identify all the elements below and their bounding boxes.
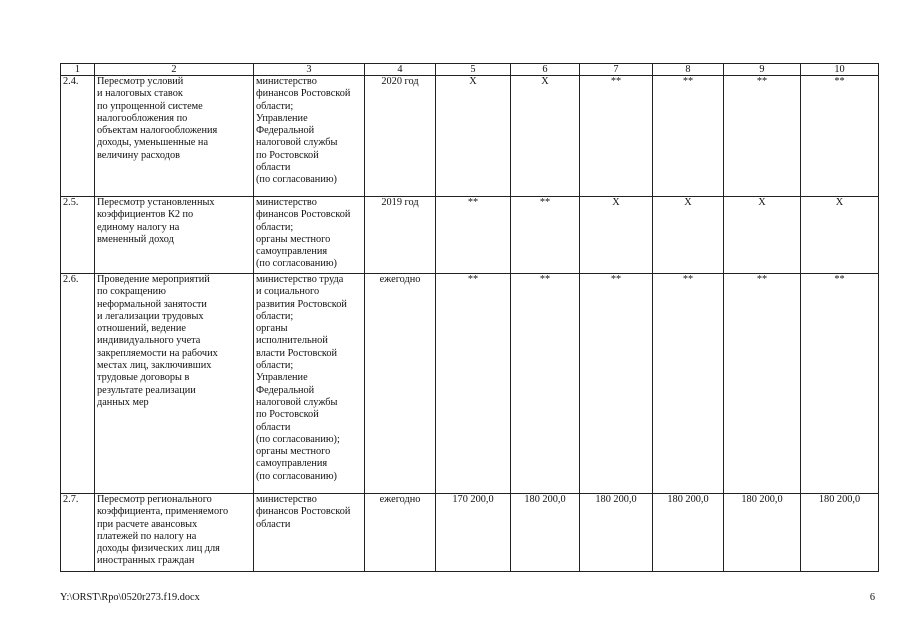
value-cell: 180 200,0 <box>580 494 653 572</box>
col-header: 6 <box>511 64 580 76</box>
value-cell: 180 200,0 <box>511 494 580 572</box>
term-text: 2019 год <box>365 197 436 274</box>
value-cell: X <box>724 197 801 274</box>
value-cell: ** <box>580 76 653 197</box>
table-row <box>61 76 879 197</box>
value-cell: X <box>580 197 653 274</box>
value-cell: ** <box>724 76 801 197</box>
col-header: 4 <box>365 64 436 76</box>
page-number: 6 <box>869 592 875 603</box>
value-cell: X <box>801 197 879 274</box>
value-cell: 180 200,0 <box>801 494 879 572</box>
value-cell: ** <box>436 197 511 274</box>
term-text: ежегодно <box>365 274 436 494</box>
executor-text: министерство финансов Ростовской области; Управление Федеральной налоговой службы по Ростовской области (по согласованию) <box>254 76 365 197</box>
value-cell: ** <box>580 274 653 494</box>
executor-text: министерство труда и социального развития Ростовской области; органы исполнительной власти Ростовской области; Управление Федеральной налоговой службы по Ростовской области (по согласованию); органы местного самоуправления (по согласованию) <box>254 274 365 494</box>
value-cell: X <box>436 76 511 197</box>
table-row <box>61 494 879 572</box>
value-cell: ** <box>653 274 724 494</box>
header-row <box>61 64 879 76</box>
col-header: 7 <box>580 64 653 76</box>
measure-text: Проведение мероприятий по сокращению неформальной занятости и легализации трудовых отношений, ведение индивидуального учета закрепляемости на рабочих местах лиц, заключивших трудовые договоры в результате реализации данных мер <box>95 274 254 494</box>
table-row <box>61 197 879 274</box>
measure-text: Пересмотр регионального коэффициента, применяемого при расчете авансовых платежей по налогу на доходы физических лиц для иностранных граждан <box>95 494 254 572</box>
col-header: 9 <box>724 64 801 76</box>
measure-text: Пересмотр установленных коэффициентов К2 по единому налогу на вмененный доход <box>95 197 254 274</box>
term-text: 2020 год <box>365 76 436 197</box>
col-header: 1 <box>61 64 95 76</box>
value-cell: X <box>511 76 580 197</box>
value-cell: ** <box>511 274 580 494</box>
row-number: 2.4. <box>61 76 95 197</box>
value-cell: ** <box>653 76 724 197</box>
table-row <box>61 274 879 494</box>
value-cell: 180 200,0 <box>724 494 801 572</box>
value-cell: ** <box>801 274 879 494</box>
measures-table <box>60 63 879 572</box>
value-cell: ** <box>724 274 801 494</box>
value-cell: ** <box>436 274 511 494</box>
executor-text: министерство финансов Ростовской области <box>254 494 365 572</box>
executor-text: министерство финансов Ростовской области; органы местного самоуправления (по согласованию) <box>254 197 365 274</box>
value-cell: ** <box>801 76 879 197</box>
row-number: 2.6. <box>61 274 95 494</box>
col-header: 5 <box>436 64 511 76</box>
col-header: 10 <box>801 64 879 76</box>
col-header: 3 <box>254 64 365 76</box>
row-number: 2.7. <box>61 494 95 572</box>
col-header: 2 <box>95 64 254 76</box>
row-number: 2.5. <box>61 197 95 274</box>
measure-text: Пересмотр условий и налоговых ставок по упрощенной системе налогообложения по объектам налогообложения доходы, уменьшенные на величину расходов <box>95 76 254 197</box>
value-cell: X <box>653 197 724 274</box>
col-header: 8 <box>653 64 724 76</box>
value-cell: 170 200,0 <box>436 494 511 572</box>
value-cell: 180 200,0 <box>653 494 724 572</box>
value-cell: ** <box>511 197 580 274</box>
term-text: ежегодно <box>365 494 436 572</box>
file-path: Y:\ORST\Rpo\0520r273.f19.docx <box>60 592 200 603</box>
